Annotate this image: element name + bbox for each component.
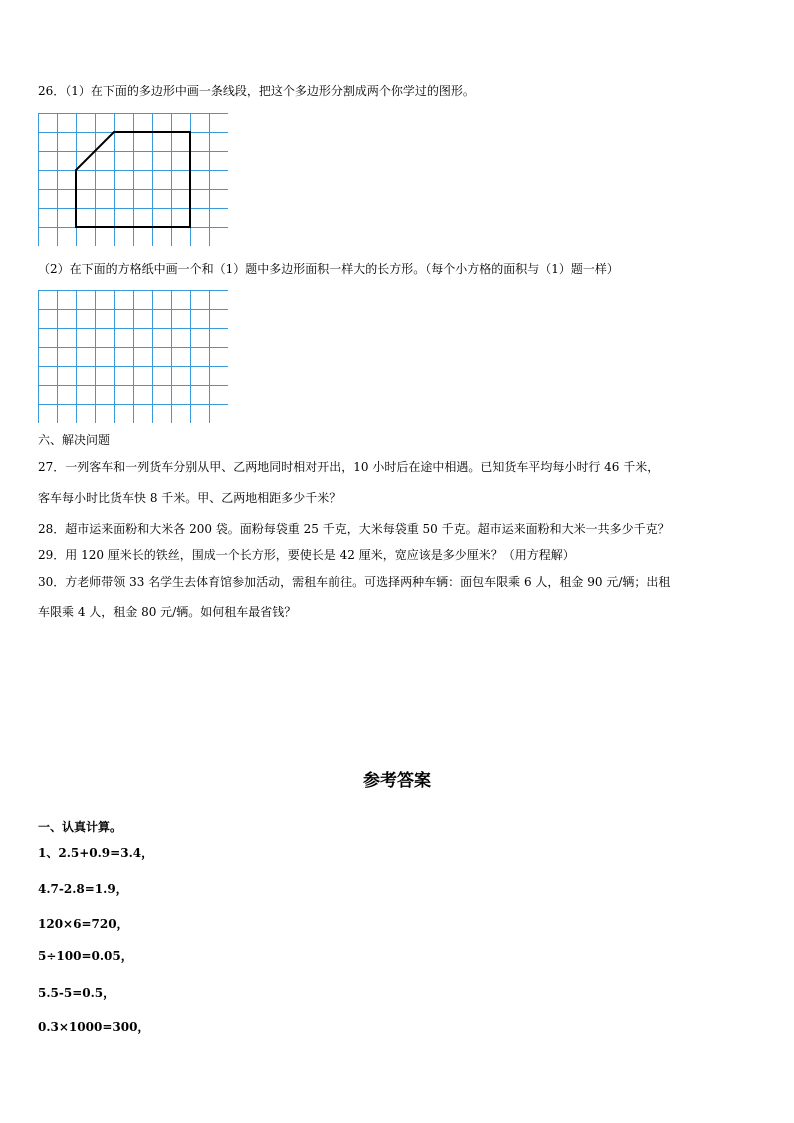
question-29: 29．用 120 厘米长的铁丝，围成一个长方形，要使长是 42 厘米，宽应该是多少厘米？（用方程解） <box>38 548 575 562</box>
question-26-part2: （2）在下面的方格纸中画一个和（1）题中多边形面积一样大的长方形。（每个小方格的面积与（1）题一样） <box>38 262 619 276</box>
answer-line: 1、2.5+0.9=3.4， <box>38 846 154 860</box>
answers-title: 参考答案 <box>363 771 431 791</box>
answer-line: 5÷100=0.05， <box>38 949 133 963</box>
answer-line: 0.3×1000=300， <box>38 1020 150 1034</box>
polygon-grid <box>38 113 228 246</box>
answer-line: 4.7-2.8=1.9， <box>38 882 128 896</box>
section-6-heading: 六、解决问题 <box>38 433 111 447</box>
question-26-part1: 26．（1）在下面的多边形中画一条线段，把这个多边形分割成两个你学过的图形。 <box>38 84 475 98</box>
question-27-line1: 27．一列客车和一列货车分别从甲、乙两地同时相对开出，10 小时后在途中相遇。已知货车平均每小时行 46 千米， <box>38 460 660 474</box>
question-27-line2: 客车每小时比货车快 8 千米。甲、乙两地相距多少千米？ <box>38 491 342 505</box>
question-30-line2: 车限乘 4 人，租金 80 元/辆。如何租车最省钱？ <box>38 605 297 619</box>
empty-grid <box>38 290 228 423</box>
question-28: 28．超市运来面粉和大米各 200 袋。面粉每袋重 25 千克，大米每袋重 50 千克。超市运来面粉和大米一共多少千克？ <box>38 522 670 536</box>
question-30-line1: 30．方老师带领 33 名学生去体育馆参加活动，需租车前往。可选择两种车辆：面包车限乘 6 人，租金 90 元/辆；出租 <box>38 575 671 589</box>
answer-line: 120×6=720， <box>38 917 129 931</box>
answers-section-1: 一、认真计算。 <box>38 820 123 834</box>
answer-line: 5.5-5=0.5， <box>38 986 116 1000</box>
